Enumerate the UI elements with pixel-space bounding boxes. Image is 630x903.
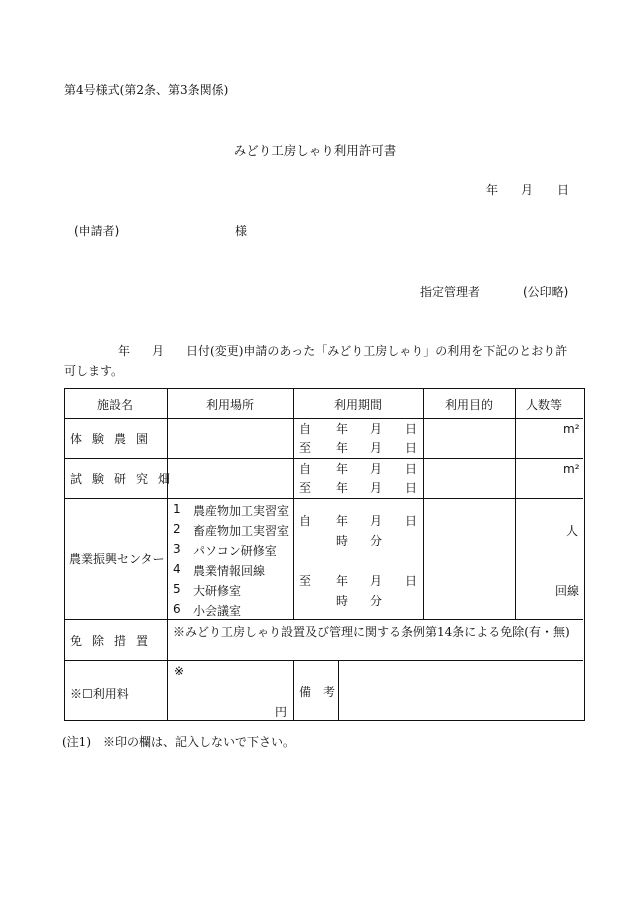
farm-area-unit: m²	[563, 422, 580, 436]
header-purpose: 利用目的	[445, 398, 494, 412]
room-number: 5	[173, 582, 181, 596]
exemption-text: ※みどり工房しゃり設置及び管理に関する条例第14条による免除(有・無)	[173, 625, 570, 639]
row-divider	[65, 498, 583, 499]
room-name: 畜産物加工実習室	[193, 524, 290, 538]
room-name: 農業情報回線	[193, 564, 266, 578]
field-to-month: 月	[370, 481, 383, 495]
header-count: 人数等	[526, 398, 563, 412]
row-divider	[65, 418, 583, 419]
form-number: 第4号様式(第2条、第3条関係)	[64, 83, 229, 97]
row-divider	[65, 619, 583, 620]
statement-month: 月	[152, 344, 165, 358]
room-name: 大研修室	[193, 584, 242, 598]
applicant-honorific: 様	[235, 224, 248, 238]
room-number: 2	[173, 522, 181, 536]
farm-to-label: 至	[299, 441, 312, 455]
center-from-year: 年	[336, 514, 349, 528]
center-to-minute: 分	[370, 594, 383, 608]
room-number: 6	[173, 602, 181, 616]
farm-from-label: 自	[299, 422, 312, 436]
statement-year: 年	[118, 344, 131, 358]
facility-farm: 体験農園	[70, 432, 159, 446]
column-divider	[167, 389, 168, 720]
center-from-month: 月	[370, 514, 383, 528]
seal-note: (公印略)	[523, 285, 569, 299]
permit-table	[64, 388, 585, 721]
column-divider	[293, 660, 294, 720]
manager-label: 指定管理者	[420, 285, 481, 299]
room-number: 3	[173, 542, 181, 556]
fee-mark: ※	[174, 664, 185, 678]
footnote: (注1) ※印の欄は、記入しないで下さい。	[62, 735, 295, 749]
issue-date-day: 日	[557, 183, 570, 197]
room-name: 小会議室	[193, 604, 242, 618]
issue-date-month: 月	[521, 183, 534, 197]
column-divider	[338, 660, 339, 720]
center-lines-unit: 回線	[555, 584, 580, 598]
header-period: 利用期間	[334, 398, 383, 412]
fee-unit: 円	[275, 705, 288, 719]
center-to-day: 日	[405, 574, 418, 588]
statement-text: 日付(変更)申請のあった「みどり工房しゃり」の利用を下記のとおり許可します。	[64, 344, 568, 378]
center-to-month: 月	[370, 574, 383, 588]
farm-from-day: 日	[405, 422, 418, 436]
fee-label: ※☐利用料	[70, 687, 129, 701]
room-name: 農産物加工実習室	[193, 504, 290, 518]
header-facility: 施設名	[97, 398, 134, 412]
center-from-day: 日	[405, 514, 418, 528]
remarks-label: 備 考	[299, 685, 336, 699]
field-from-label: 自	[299, 462, 312, 476]
field-to-day: 日	[405, 481, 418, 495]
applicant-label: (申請者)	[74, 224, 120, 238]
field-from-day: 日	[405, 462, 418, 476]
document-title: みどり工房しゃり利用許可書	[233, 143, 397, 158]
issue-date-year: 年	[486, 183, 499, 197]
field-area-unit: m²	[563, 462, 580, 476]
field-from-year: 年	[336, 462, 349, 476]
row-divider	[65, 660, 583, 661]
field-from-month: 月	[370, 462, 383, 476]
column-divider	[515, 389, 516, 619]
column-divider	[423, 389, 424, 619]
facility-field: 試験研究畑	[70, 472, 181, 486]
row-divider	[65, 458, 583, 459]
center-to-label: 至	[299, 574, 312, 588]
farm-from-month: 月	[370, 422, 383, 436]
header-place: 利用場所	[206, 398, 255, 412]
room-name: パソコン研修室	[193, 544, 277, 558]
permission-statement	[64, 341, 576, 381]
column-divider	[293, 389, 294, 619]
field-to-year: 年	[336, 481, 349, 495]
farm-to-month: 月	[370, 441, 383, 455]
farm-from-year: 年	[336, 422, 349, 436]
room-number: 4	[173, 562, 181, 576]
field-to-label: 至	[299, 481, 312, 495]
center-from-hour: 時	[336, 534, 349, 548]
farm-to-year: 年	[336, 441, 349, 455]
farm-to-day: 日	[405, 441, 418, 455]
exemption-label: 免除措置	[70, 634, 159, 648]
center-from-label: 自	[299, 514, 312, 528]
room-number: 1	[173, 502, 181, 516]
center-to-year: 年	[336, 574, 349, 588]
center-to-hour: 時	[336, 594, 349, 608]
facility-center: 農業振興センター	[69, 552, 165, 566]
center-from-minute: 分	[370, 534, 383, 548]
center-people-unit: 人	[566, 524, 579, 538]
